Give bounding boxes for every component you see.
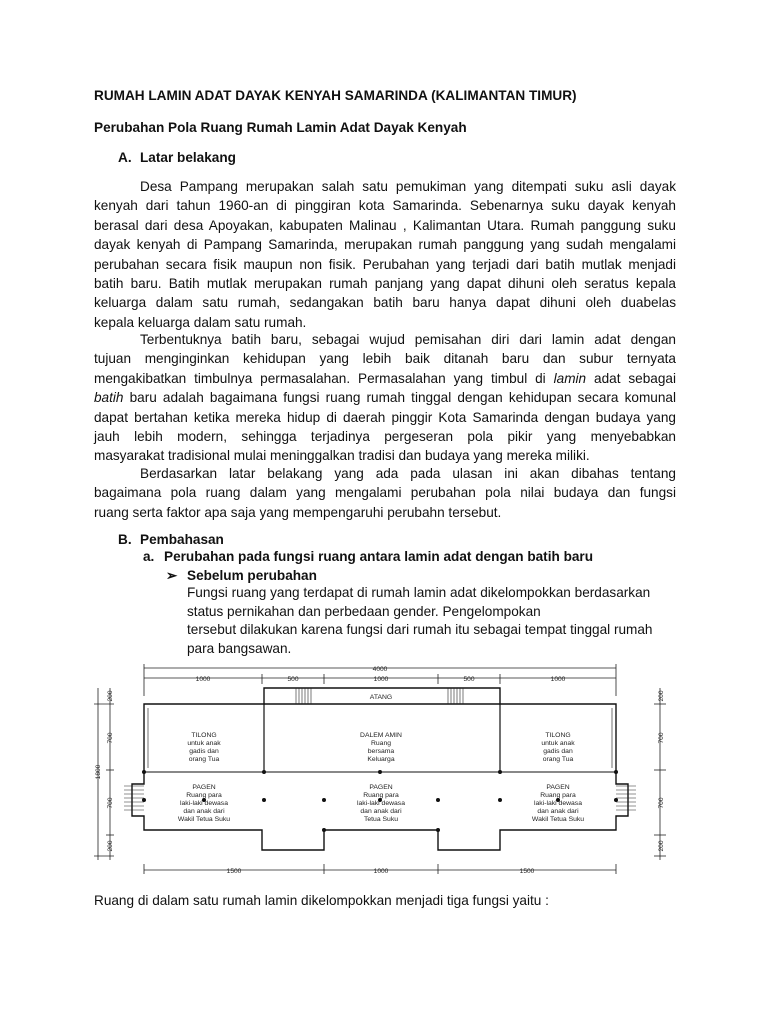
room-pagen-left bbox=[178, 784, 230, 823]
svg-text:laki-laki dewasa: laki-laki dewasa bbox=[534, 800, 582, 807]
document-title: RUMAH LAMIN ADAT DAYAK KENYAH SAMARINDA (KALIMANTAN TIMUR) bbox=[94, 88, 577, 103]
bullet-line: status pernikahan dan perbedaan gender. Pengelompokan bbox=[187, 603, 541, 619]
svg-text:Wakil Tetua Suku: Wakil Tetua Suku bbox=[177, 816, 231, 823]
paragraph-line: ruang serta faktor apa saja yang mempengaruhi perubahn tersebut. bbox=[94, 504, 502, 520]
stairs-right bbox=[616, 786, 636, 810]
dim-left-label: 200 bbox=[107, 690, 114, 702]
dim-left-label: 700 bbox=[107, 732, 114, 744]
paragraph-line: keluarga dalam satu rumah, sedangakan batih baru hanya dapat dihuni oleh duabelas bbox=[94, 295, 676, 311]
section-b-label: B. bbox=[118, 532, 132, 547]
paragraph-3 bbox=[94, 464, 676, 522]
bullet-line: tersebut dilakukan karena fungsi dari rumah itu sebagai tempat tinggal rumah bbox=[187, 622, 653, 637]
svg-text:PAGEN: PAGEN bbox=[192, 784, 216, 791]
paragraph-line: masyarakat tradisional mulai meninggalkan tradisi dan budaya yang mereka miliki. bbox=[94, 448, 590, 464]
svg-text:dan anak dari: dan anak dari bbox=[537, 808, 579, 815]
paragraph-line: bagaimana pola ruang dalam yang mengalami perubahan pola nilai budaya dan fungsi bbox=[94, 485, 676, 501]
svg-text:Wakil Tetua Suku: Wakil Tetua Suku bbox=[531, 816, 585, 823]
paragraph-line: dapat bertahan ketika mereka hidup di daerah pinggir Kota Samarinda dengan budaya yang bbox=[94, 409, 676, 425]
paragraph-line: batih baru adalah bagaimana fungsi ruang rumah tinggal dengan kehidupan secara komunal bbox=[94, 390, 676, 406]
paragraph-line: batih baru. Batih mutlak merupakan rumah panjang yang dapat dihuni oleh seratus kepala bbox=[94, 276, 676, 292]
closing-sentence: Ruang di dalam satu rumah lamin dikelompokkan menjadi tiga fungsi yaitu : bbox=[94, 893, 549, 908]
dim-right-label: 200 bbox=[658, 840, 665, 852]
floor-plan-diagram bbox=[88, 660, 680, 880]
dim-top-label: 500 bbox=[287, 676, 299, 683]
svg-text:orang Tua: orang Tua bbox=[188, 756, 220, 763]
bullet-line: para bangsawan. bbox=[187, 640, 292, 656]
room-tilong-left bbox=[187, 732, 221, 763]
subsection-a-title: Perubahan pada fungsi ruang antara lamin adat dengan batih baru bbox=[164, 549, 594, 564]
svg-text:Ruang: Ruang bbox=[370, 740, 392, 747]
dim-top-label: 1000 bbox=[550, 676, 566, 683]
paragraph-line: jauh lebih modern, sehingga terjadinya pergeseran pola pikir yang menyebabkan bbox=[94, 429, 676, 445]
paragraph-line: Terbentuknya batih baru, sebagai wujud pemisahan diri dari lamin adat dengan bbox=[140, 332, 676, 347]
svg-text:Ruang para: Ruang para bbox=[540, 792, 576, 799]
paragraph-2 bbox=[94, 330, 676, 466]
svg-text:Ruang para: Ruang para bbox=[363, 792, 399, 799]
svg-text:orang Tua: orang Tua bbox=[542, 756, 574, 763]
stairs-top-left bbox=[296, 688, 311, 704]
bullet-arrow-icon: ➢ bbox=[166, 568, 178, 583]
dim-bottom-label: 1500 bbox=[519, 868, 535, 875]
bullet-text bbox=[187, 584, 677, 658]
svg-text:Ruang para: Ruang para bbox=[186, 792, 222, 799]
dim-left-total: 1800 bbox=[95, 764, 102, 780]
dim-bottom-label: 1000 bbox=[373, 868, 389, 875]
paragraph-line: berasal dari desa Apoyakan, kabupaten Malinau , Kalimantan Utara. Rumah panggung suku bbox=[94, 217, 676, 233]
paragraph-line: kepala keluarga dalam satu rumah. bbox=[94, 314, 307, 330]
svg-text:Keluarga: Keluarga bbox=[367, 756, 395, 763]
svg-text:dan anak dari: dan anak dari bbox=[183, 808, 225, 815]
svg-text:gadis dan: gadis dan bbox=[543, 748, 573, 755]
dim-right-label: 200 bbox=[658, 690, 665, 702]
paragraph-line: Desa Pampang merupakan salah satu pemukiman yang ditempati suku asli dayak bbox=[140, 179, 676, 194]
paragraph-line: dayak kenyah di Pampang Samarinda, merupakan rumah panggung yang sudah mengalami bbox=[94, 237, 676, 253]
dim-bottom-label: 1500 bbox=[226, 868, 242, 875]
dim-right-label: 700 bbox=[658, 797, 665, 809]
dim-left-label: 700 bbox=[107, 797, 114, 809]
dim-left-label: 200 bbox=[107, 840, 114, 852]
room-dalem-amin bbox=[360, 732, 402, 763]
svg-text:DALEM AMIN: DALEM AMIN bbox=[360, 732, 402, 739]
svg-text:laki-laki dewasa: laki-laki dewasa bbox=[357, 800, 405, 807]
svg-text:Tetua Suku: Tetua Suku bbox=[363, 816, 399, 823]
svg-text:PAGEN: PAGEN bbox=[369, 784, 393, 791]
dim-right-label: 700 bbox=[658, 732, 665, 744]
dim-top-label: 500 bbox=[463, 676, 475, 683]
paragraph-line: tujuan menginginkan kehidupan yang lebih baik ditanah baru dan subur ternyata bbox=[94, 351, 676, 367]
paragraph-line: perubahan secara fisik maupun non fisik. Perubahan yang terjadi dari batih mutlak menjadi bbox=[94, 256, 676, 272]
subsection-a-label: a. bbox=[143, 549, 155, 564]
svg-text:gadis dan: gadis dan bbox=[189, 748, 219, 755]
building-outline bbox=[132, 688, 628, 850]
room-tilong-right bbox=[541, 732, 575, 763]
svg-text:bersama: bersama bbox=[367, 748, 395, 755]
svg-text:PAGEN: PAGEN bbox=[546, 784, 570, 791]
bullet-line: Fungsi ruang yang terdapat di rumah lamin adat dikelompokkan berdasarkan bbox=[187, 585, 651, 600]
paragraph-line: kenyah dari tahun 1960-an di pinggiran kota Samarinda. Sebenarnya suku dayak kenyah bbox=[94, 198, 676, 214]
svg-text:untuk anak: untuk anak bbox=[187, 740, 221, 747]
bullet-title: Sebelum perubahan bbox=[187, 568, 317, 583]
dim-top-label: 1000 bbox=[195, 676, 211, 683]
svg-text:untuk anak: untuk anak bbox=[541, 740, 575, 747]
section-a-title: Latar belakang bbox=[140, 150, 236, 165]
section-b-title: Pembahasan bbox=[140, 532, 224, 547]
svg-text:TILONG: TILONG bbox=[545, 732, 571, 739]
section-a-label: A. bbox=[118, 150, 132, 165]
svg-text:laki-laki dewasa: laki-laki dewasa bbox=[180, 800, 228, 807]
stairs-top-right bbox=[448, 688, 463, 704]
paragraph-line: mengakibatkan timbulnya permasalahan. Permasalahan yang timbul di lamin adat sebagai bbox=[94, 370, 676, 386]
svg-text:dan anak dari: dan anak dari bbox=[360, 808, 402, 815]
dim-top-label: 1000 bbox=[373, 676, 389, 683]
dim-total-top: 4000 bbox=[372, 666, 388, 673]
paragraph-1 bbox=[94, 177, 676, 332]
stairs-left bbox=[124, 786, 144, 810]
document-subtitle: Perubahan Pola Ruang Rumah Lamin Adat Dayak Kenyah bbox=[94, 120, 467, 135]
atang-label: ATANG bbox=[369, 694, 393, 701]
room-pagen-right bbox=[532, 784, 584, 823]
svg-text:TILONG: TILONG bbox=[191, 732, 217, 739]
paragraph-line: Berdasarkan latar belakang yang ada pada ulasan ini akan dibahas tentang bbox=[140, 466, 676, 481]
room-pagen-center bbox=[357, 784, 405, 823]
